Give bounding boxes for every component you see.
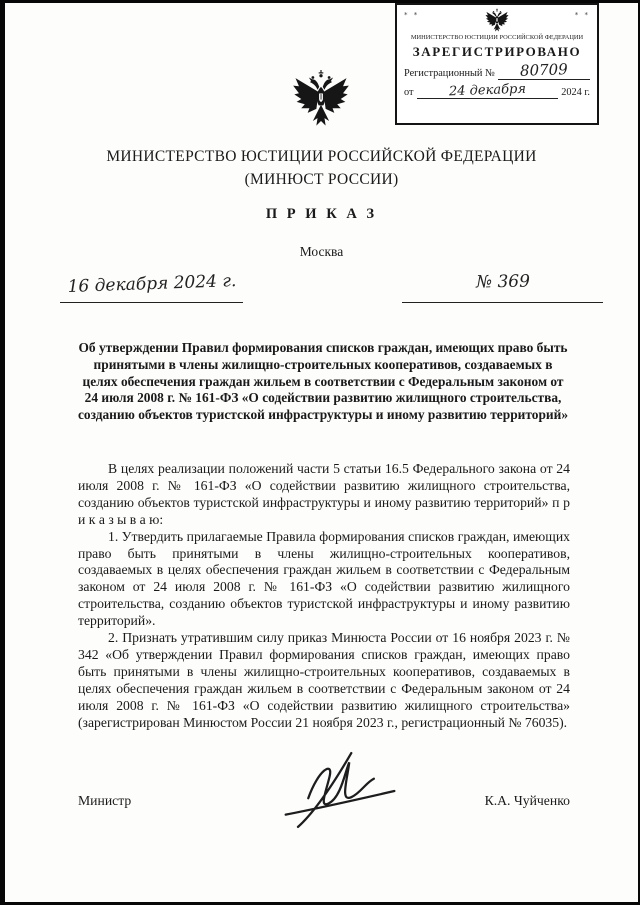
stamp-date-field [417,81,559,100]
number-underline [402,302,603,303]
stamp-date-value: 24 декабря [448,81,527,100]
paragraph-item-1: 1. Утвердить прилагаемые Правила формирования списков граждан, имеющих право быть принятыми в члены жилищно-строительных кооперативов, создаваемых в целях обеспечения граждан жильем в соответствии с Федеральным законом от 24 июля 2008 г. № 161-ФЗ «О содействии развитию жилищного строительства, созданию объектов туристской инфраструктуры и иному развитию территорий». [78,528,570,629]
document-type-heading: П Р И К А З [265,206,378,222]
date-underline [60,302,243,303]
ministry-name-block [5,145,638,191]
stamp-ornament-left: * * [404,11,420,19]
registration-stamp [395,3,599,125]
registration-number-field [498,60,590,80]
registration-number-value: 80709 [519,60,569,80]
order-body [78,461,570,732]
handwritten-date: 16 декабря 2024 г. [67,271,237,297]
minister-signature-icon [268,749,410,831]
signer-name: К.А. Чуйченко [484,793,570,808]
paragraph-preamble: В целях реализации положений части 5 статьи 16.5 Федерального закона от 24 июля 2008 г. № 161-ФЗ «О содействии развитию жилищного строительства, созданию объектов туристской инфраструктуры и иному развитию территорий» п р и к а з ы в а ю: [78,461,570,527]
stamp-year-label: 2024 г. [561,87,590,98]
stamp-registered-label: ЗАРЕГИСТРИРОВАНО [412,44,582,59]
coat-of-arms-icon [292,65,350,133]
signer-position: Министр [78,793,132,808]
ministry-short-name: (МИНЮСТ РОССИИ) [244,171,399,188]
handwritten-number: № 369 [475,271,531,293]
stamp-ornament-right: * * [574,11,590,19]
registration-number-label: Регистрационный № [404,68,495,79]
stamp-coat-of-arms-icon [485,8,509,33]
stamp-date-row [404,81,590,100]
ministry-name: МИНИСТЕРСТВО ЮСТИЦИИ РОССИЙСКОЙ ФЕДЕРАЦИИ [106,148,537,165]
stamp-date-prefix: от [404,87,414,98]
order-title: Об утверждении Правил формирования списков граждан, имеющих право быть принятыми в члены жилищно-строительных кооперативов, создаваемых в целях обеспечения граждан жильем в соответствии с Федеральным законом от 24 июля 2008 г. № 161-ФЗ «О содействии развитию жилищного строительства, созданию объектов туристской инфраструктуры и иному развитию территорий» [77,340,569,423]
stamp-ministry-line: МИНИСТЕРСТВО ЮСТИЦИИ РОССИЙСКОЙ ФЕДЕРАЦИИ [410,34,584,41]
stamp-header-row [397,5,597,33]
city-label: Москва [299,244,344,259]
signature-row [78,793,570,809]
paragraph-item-2: 2. Признать утратившим силу приказ Минюста России от 16 ноября 2023 г. № 342 «Об утверждении Правил формирования списков граждан, имеющих право быть принятыми в члены жилищно-строительных кооперативов, создаваемых в целях обеспечения граждан жильем в соответствии с Федеральным законом от 24 июля 2008 г. № 161-ФЗ «О содействии развитию жилищного строительства» (зарегистрирован Минюстом России 21 ноября 2023 г., регистрационный № 76035). [78,630,570,730]
stamp-registration-number-row [404,60,590,80]
